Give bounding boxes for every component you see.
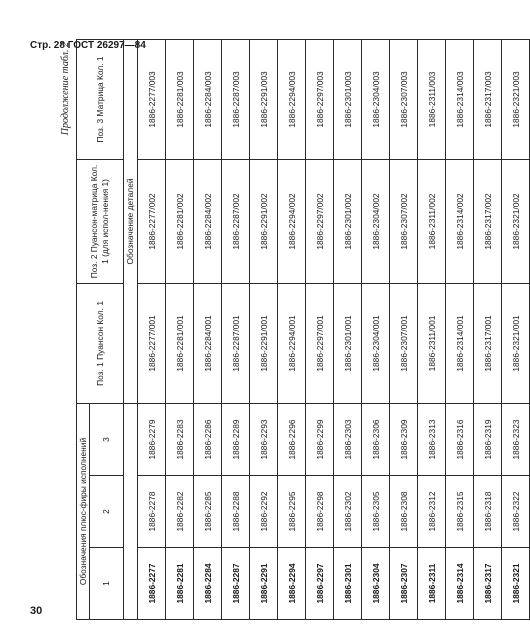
- table-row: [306, 39, 334, 619]
- table-row: [474, 39, 502, 619]
- table-cell: 1886-2291/002: [250, 159, 278, 283]
- table-cell: 1886-2303: [334, 403, 362, 475]
- header-empty: [124, 403, 138, 619]
- table-cell: 1886-2294/002: [278, 159, 306, 283]
- table-cell: 1886-2308: [390, 476, 418, 548]
- table-cell: 1886-2294/001: [278, 283, 306, 403]
- table-cell: 1886-2277/001: [138, 283, 166, 403]
- table-cell: 1886-2295: [278, 476, 306, 548]
- table-cell: 1886-2284/001: [194, 283, 222, 403]
- table-cell: 1886-2321/001: [502, 283, 530, 403]
- table-cell: 1886-2305: [362, 476, 390, 548]
- table-cell: 1886-2307/003: [390, 39, 418, 159]
- table-cell: 1886-2286: [194, 403, 222, 475]
- table-cell: 1886-2284/002: [194, 159, 222, 283]
- table-cell: 1886-2304/002: [362, 159, 390, 283]
- table-cell: 1886-2309: [390, 403, 418, 475]
- table-cell: 1886-2301/003: [334, 39, 362, 159]
- table-cell: 1886-2314/001: [446, 283, 474, 403]
- rotated-content: [58, 40, 521, 620]
- table-cell: 1886-2283: [166, 403, 194, 475]
- table-cell: 1886-2277/003: [138, 39, 166, 159]
- table-cell: 1886-2314/002: [446, 159, 474, 283]
- table-cell: 1886-2304/003: [362, 39, 390, 159]
- page-number: 30: [30, 605, 43, 617]
- table-cell: 1886-2304: [362, 548, 390, 620]
- table-cell: 1886-2294: [278, 548, 306, 620]
- table-cell: 1886-2291/001: [250, 283, 278, 403]
- table-cell: 1886-2319: [474, 403, 502, 475]
- table-cell: 1886-2284/003: [194, 39, 222, 159]
- table-cell: 1886-2314: [446, 548, 474, 620]
- table-cell: 1886-2297/002: [306, 159, 334, 283]
- table-cell: 1886-2298: [306, 476, 334, 548]
- table-cell: 1886-2311: [418, 548, 446, 620]
- designations-header: Обозначения плюс-фиры исполнений: [77, 403, 90, 619]
- table-cell: 1886-2313: [418, 403, 446, 475]
- table-cell: 1886-2318: [474, 476, 502, 548]
- table-cell: 1886-2299: [306, 403, 334, 475]
- table-row: [334, 39, 362, 619]
- table-row: [250, 39, 278, 619]
- table-cell: 1886-2302: [334, 476, 362, 548]
- table-cell: 1886-2316: [446, 403, 474, 475]
- table-cell: 1886-2297/003: [306, 39, 334, 159]
- table-cell: 1886-2311/003: [418, 39, 446, 159]
- table-cell: 1886-2301/002: [334, 159, 362, 283]
- table-row: [166, 39, 194, 619]
- table-cell: 1886-2277/002: [138, 159, 166, 283]
- rotated-table-area: [58, 40, 521, 620]
- table-cell: 1886-2297/001: [306, 283, 334, 403]
- header-col-3: 3: [90, 403, 124, 475]
- table-cell: 1886-2278: [138, 476, 166, 548]
- table-cell: 1886-2281/003: [166, 39, 194, 159]
- table-cell: 1886-2291/003: [250, 39, 278, 159]
- table-row: [418, 39, 446, 619]
- table-cell: 1886-2306: [362, 403, 390, 475]
- table-cell: 1886-2307/001: [390, 283, 418, 403]
- table-cell: 1886-2287/001: [222, 283, 250, 403]
- parts-designation-header: Обозначение деталей: [124, 39, 138, 403]
- table-cell: 1886-2288: [222, 476, 250, 548]
- table-cell: 1886-2311/002: [418, 159, 446, 283]
- table-row: [502, 39, 530, 619]
- table-row: [390, 39, 418, 619]
- table-cell: 1886-2321/002: [502, 159, 530, 283]
- table-cell: 1886-2287: [222, 548, 250, 620]
- table-cell: 1886-2287/002: [222, 159, 250, 283]
- table-cell: 1886-2315: [446, 476, 474, 548]
- table-cell: 1886-2284: [194, 548, 222, 620]
- table-cell: 1886-2281/001: [166, 283, 194, 403]
- table-cell: 1886-2314/003: [446, 39, 474, 159]
- table-cell: 1886-2277: [138, 548, 166, 620]
- table-cell: 1886-2317/002: [474, 159, 502, 283]
- table-cell: 1886-2296: [278, 403, 306, 475]
- table-cell: 1886-2317/001: [474, 283, 502, 403]
- header-col-1: 1: [90, 548, 124, 620]
- table-cell: 1886-2317/003: [474, 39, 502, 159]
- table-cell: 1886-2287/003: [222, 39, 250, 159]
- table-cell: 1886-2291: [250, 548, 278, 620]
- table-row: [194, 39, 222, 619]
- table-cell: 1886-2301/001: [334, 283, 362, 403]
- header-col-2: 2: [90, 476, 124, 548]
- table-cell: 1886-2292: [250, 476, 278, 548]
- header-die: Поз. 3 Матрица Кол. 1: [77, 39, 124, 159]
- table-row: [446, 39, 474, 619]
- table-cell: 1886-2321: [502, 548, 530, 620]
- table-caption: Продолжение табл. 2: [60, 42, 71, 136]
- header-punch-die: Поз. 2 Пуансон-матрица Кол. 1 (для испол-нения 1): [77, 159, 124, 283]
- page-header: Стр. 28 ГОСТ 26297—84: [30, 40, 146, 51]
- table-cell: 1886-2307: [390, 548, 418, 620]
- table-cell: 1886-2307/002: [390, 159, 418, 283]
- table-row: [278, 39, 306, 619]
- table-cell: 1886-2281: [166, 548, 194, 620]
- table-row: [222, 39, 250, 619]
- table-cell: 1886-2312: [418, 476, 446, 548]
- table-row: [138, 39, 166, 619]
- header-punch: Поз. 1 Пуансон Кол. 1: [77, 283, 124, 403]
- table-cell: 1886-2322: [502, 476, 530, 548]
- table-cell: 1886-2281/002: [166, 159, 194, 283]
- table-cell: 1886-2282: [166, 476, 194, 548]
- table-cell: 1886-2279: [138, 403, 166, 475]
- table-cell: 1886-2289: [222, 403, 250, 475]
- table-cell: 1886-2301: [334, 548, 362, 620]
- table-cell: 1886-2297: [306, 548, 334, 620]
- table-body: [138, 39, 530, 619]
- table-row: [362, 39, 390, 619]
- table-cell: 1886-2321/003: [502, 39, 530, 159]
- spec-table: [76, 39, 530, 620]
- table-cell: 1886-2317: [474, 548, 502, 620]
- table-cell: 1886-2323: [502, 403, 530, 475]
- table-cell: 1886-2294/003: [278, 39, 306, 159]
- table-cell: 1886-2311/001: [418, 283, 446, 403]
- table-cell: 1886-2304/001: [362, 283, 390, 403]
- table-cell: 1886-2293: [250, 403, 278, 475]
- table-cell: 1886-2285: [194, 476, 222, 548]
